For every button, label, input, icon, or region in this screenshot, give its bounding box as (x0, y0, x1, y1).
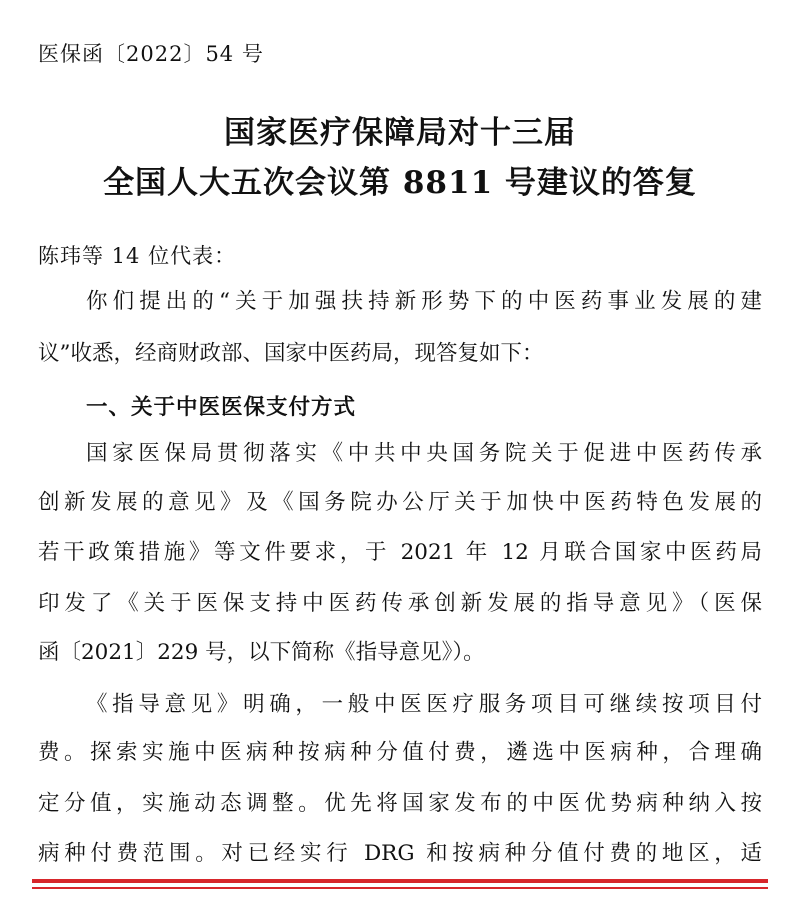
body-line: 函〔2021〕229 号，以下简称《指导意见》）。 (38, 640, 485, 665)
body-line: 创新发展的意见》及《国务院办公厅关于加快中医药特色发展的 (38, 490, 762, 515)
section-heading: 一、关于中医医保支付方式 (86, 395, 357, 420)
document-title-line-1: 国家医疗保障局对十三届 (224, 115, 576, 151)
body-line: 定分值，实施动态调整。优先将国家发布的中医优势病种纳入按 (38, 791, 762, 816)
body-line: 你们提出的“关于加强扶持新形势下的中医药事业发展的建 (86, 289, 762, 314)
body-line: 病种付费范围。对已经实行 DRG 和按病种分值付费的地区，适 (38, 841, 762, 866)
body-line: 印发了《关于医保支持中医药传承创新发展的指导意见》（医保 (38, 591, 762, 616)
footer-rule-thin (32, 887, 768, 889)
body-line: 国家医保局贯彻落实《中共中央国务院关于促进中医药传承 (86, 441, 762, 466)
document-number: 医保函〔2022〕54 号 (38, 42, 264, 66)
salutation: 陈玮等 14 位代表： (38, 244, 237, 268)
body-line: 《指导意见》明确，一般中医医疗服务项目可继续按项目付 (86, 692, 762, 717)
body-line: 若干政策措施》等文件要求，于 2021 年 12 月联合国家中医药局 (38, 540, 762, 565)
body-line: 议”收悉，经商财政部、国家中医药局，现答复如下： (38, 341, 544, 366)
body-line: 费。探索实施中医病种按病种分值付费，遴选中医病种，合理确 (38, 740, 762, 765)
footer-rule-thick (32, 879, 768, 883)
document-title-line-2: 全国人大五次会议第 8811 号建议的答复 (103, 165, 697, 201)
